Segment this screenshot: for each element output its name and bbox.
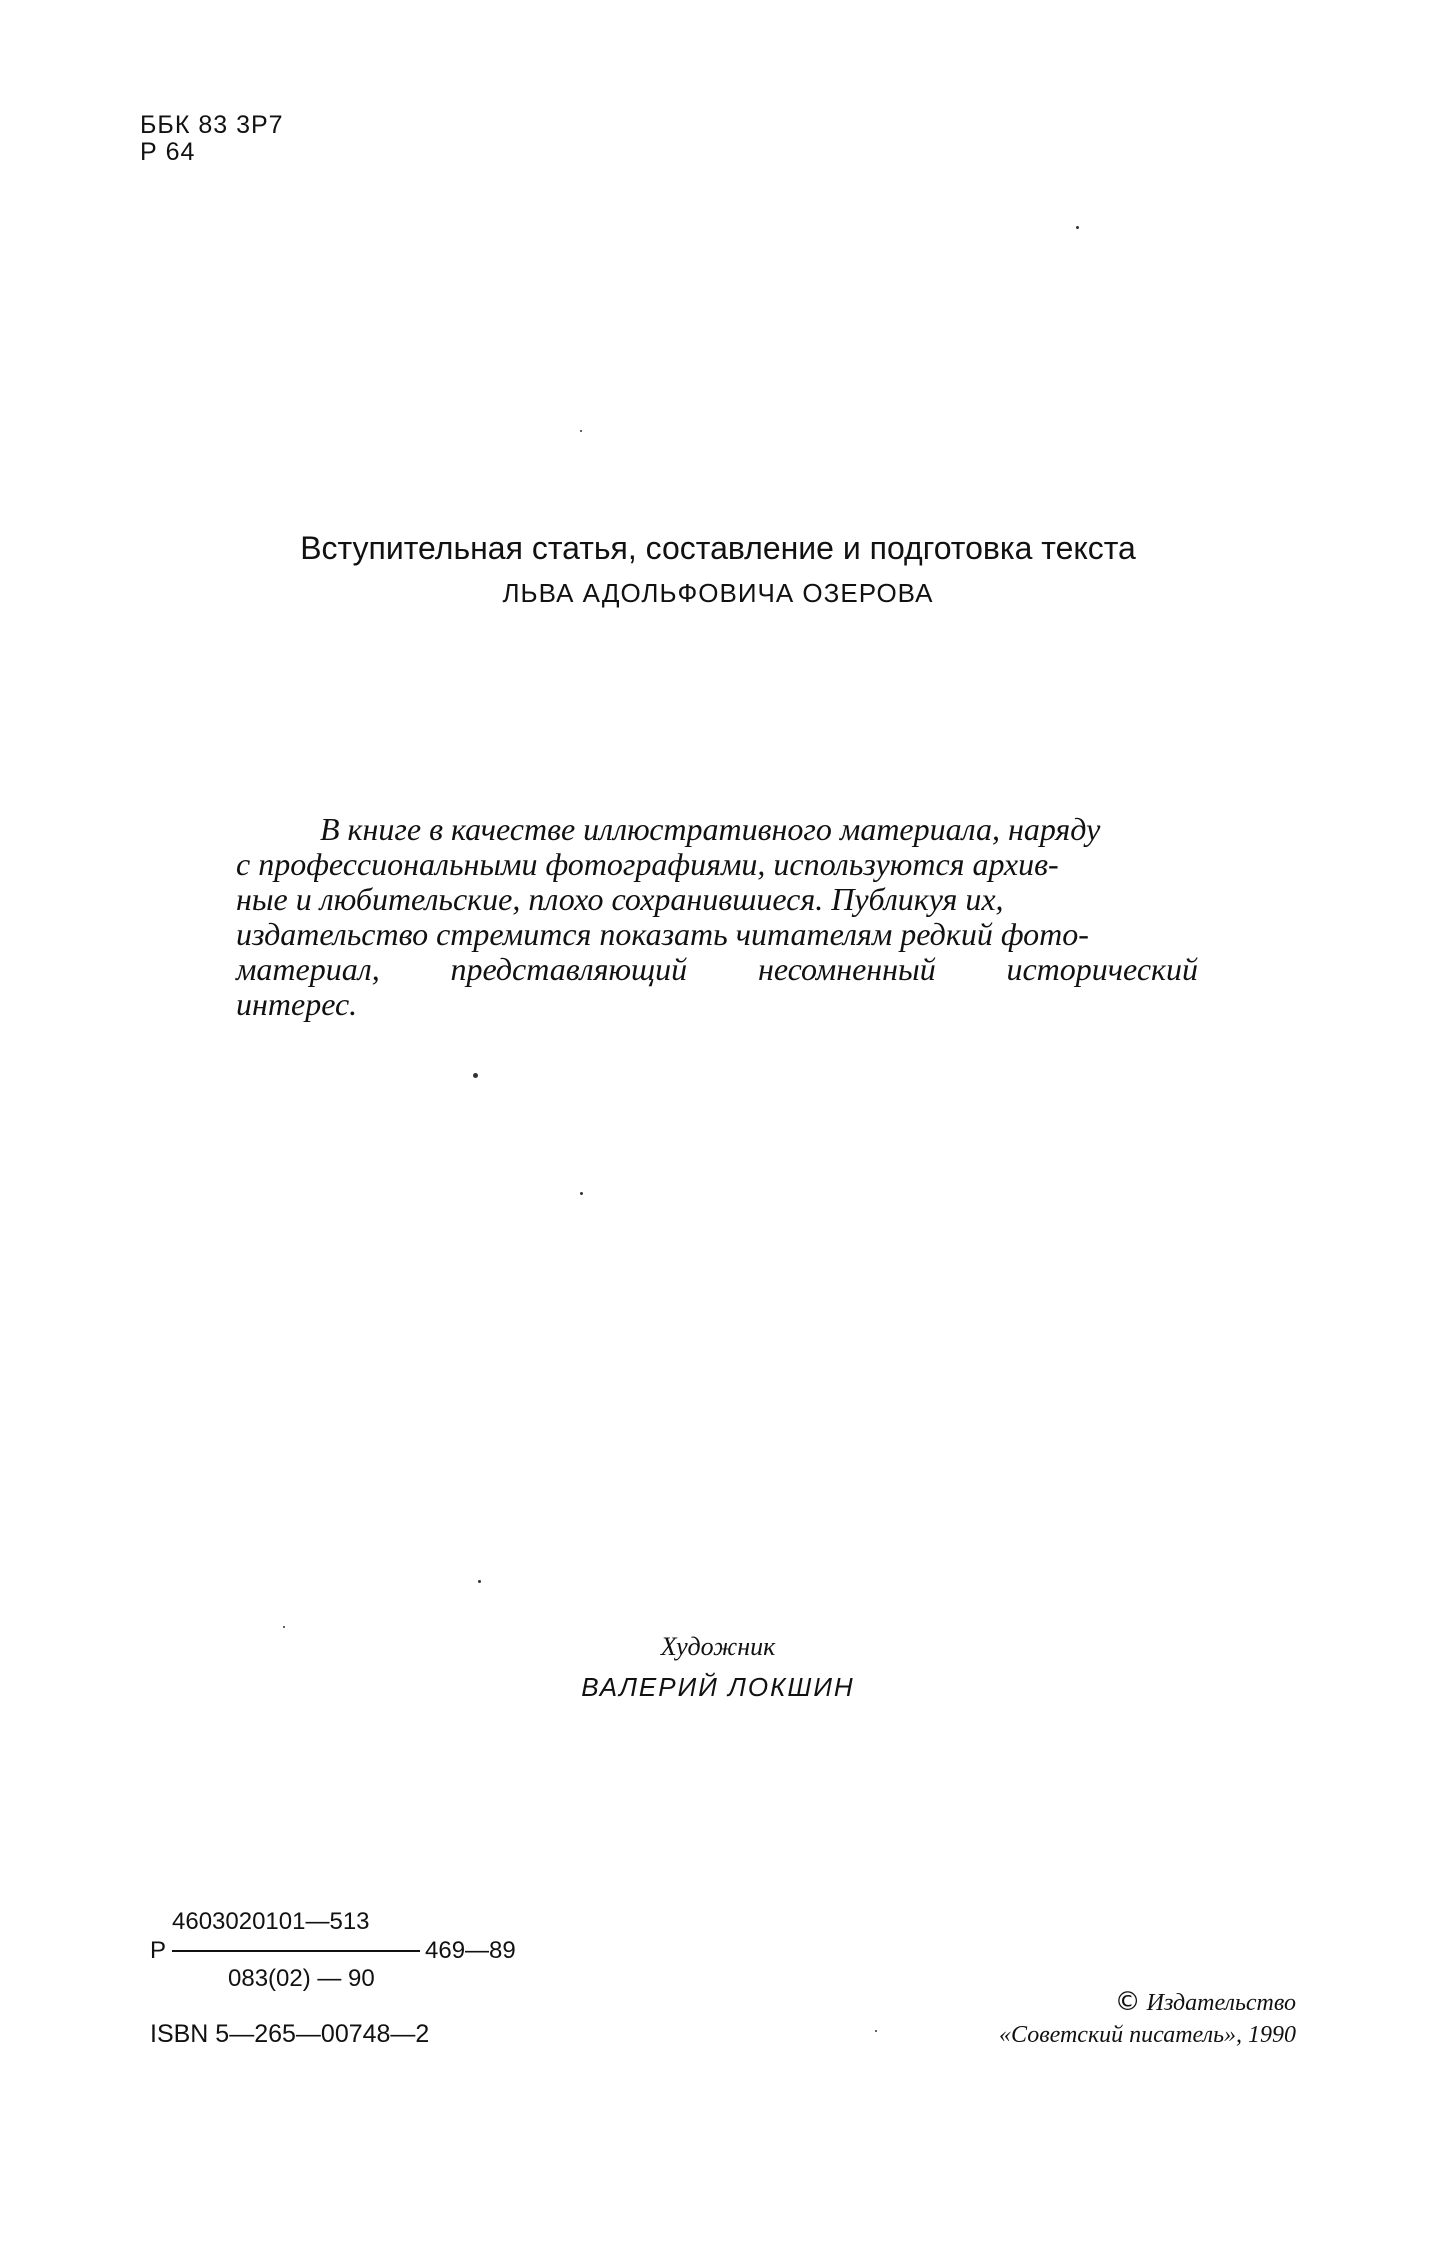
notice-line: интерес.: [236, 986, 358, 1022]
notice-paragraph: [236, 812, 1198, 1022]
author-mark: Р 64: [140, 138, 196, 166]
credits-line: Вступительная статья, составление и подготовка текста: [300, 530, 1136, 566]
notice-line: В книге в качестве иллюстративного материала, наряду: [320, 811, 1101, 847]
bbk-code: ББК 83 3Р7: [140, 111, 284, 139]
notice-line: издательство стремится показать читателям редкий фото-: [236, 916, 1089, 952]
scan-speck: [580, 1192, 583, 1195]
notice-line: ные и любительские, плохо сохранившиеся. Публикуя их,: [236, 881, 1004, 917]
copyright-icon: ©: [1114, 1987, 1141, 2017]
scan-speck: [580, 430, 582, 432]
scan-speck: [478, 1580, 481, 1583]
scan-speck: [1076, 226, 1079, 229]
index-numerator: 4603020101—513: [172, 1908, 370, 1935]
scan-speck: [875, 2030, 877, 2032]
catalog-codes: [140, 113, 284, 167]
credits-name: ЛЬВА АДОЛЬФОВИЧА ОЗЕРОВА: [502, 578, 934, 608]
index-right-code: 469—89: [425, 1937, 516, 1964]
index-letter: Р: [150, 1937, 167, 1964]
scan-speck: [473, 1073, 478, 1078]
notice-line: материал, представляющий несомненный исторический: [236, 951, 1198, 987]
isbn: ISBN 5—265—00748—2: [150, 2020, 430, 2048]
artist-role: Художник: [660, 1632, 776, 1661]
index-denominator: 083(02) — 90: [228, 1965, 375, 1992]
fraction-bar: [172, 1950, 420, 1952]
artist-name: ВАЛЕРИЙ ЛОКШИН: [581, 1672, 855, 1702]
publisher-copyright: [999, 1986, 1296, 2051]
scan-speck: [283, 1626, 285, 1628]
notice-line: с профессиональными фотографиями, используются архив-: [236, 846, 1059, 882]
publisher-line-2: «Советский писатель», 1990: [999, 2022, 1296, 2048]
publisher-line-1: © Издательство: [1114, 1987, 1296, 2017]
